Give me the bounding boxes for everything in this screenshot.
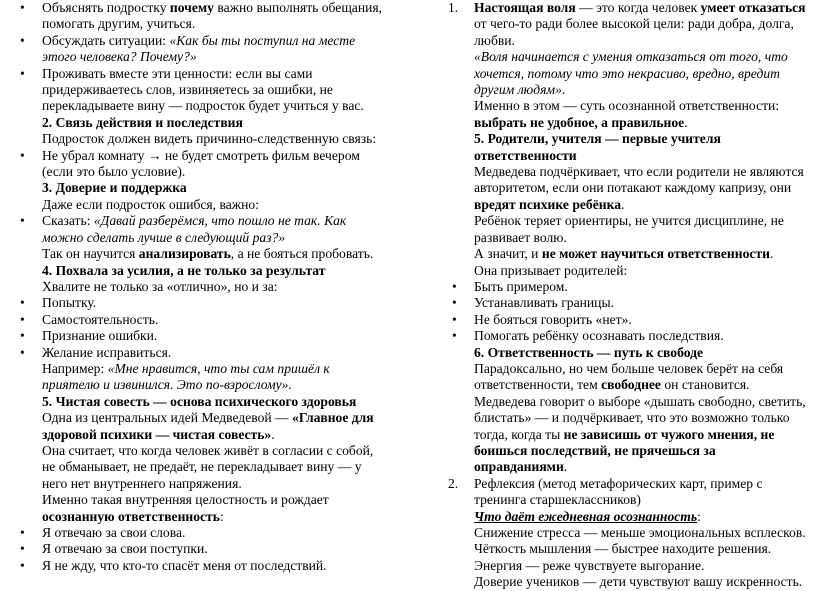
text-run: . [769, 246, 774, 262]
bullet-item [18, 525, 388, 541]
text-run: Помогать ребёнку осознавать последствия. [474, 328, 724, 344]
text-line [450, 509, 808, 525]
text-run: Даже если подросток ошибся, важно: [42, 196, 259, 212]
text-line [450, 361, 808, 394]
text-run: почему [169, 0, 214, 15]
text-run: «Давай разберёмся, что пошло не так. Как можно сделать лучше в следующий раз?» [42, 213, 347, 245]
bullet-item [18, 0, 388, 33]
text-run: . [563, 459, 568, 475]
text-run: Обсуждать ситуации: [42, 32, 170, 48]
text-run: Попытку. [42, 295, 97, 311]
text-run: Желание исправиться. [42, 344, 172, 360]
text-run: свободнее [601, 377, 661, 393]
text-run: : [219, 508, 224, 524]
text-line [450, 49, 808, 98]
text-line [450, 131, 808, 164]
bullet-item [450, 295, 808, 311]
text-run: важно выполнять обещания, помогать другим, учиться. [42, 0, 383, 32]
text-run: . [561, 82, 566, 98]
text-run: 3. Доверие и поддержка [42, 180, 187, 196]
text-run: осознанную ответственность [42, 508, 220, 524]
numbered-item [450, 476, 808, 509]
text-line [18, 394, 388, 410]
text-run: Быть примером. [474, 278, 568, 294]
text-line [450, 541, 808, 557]
text-run: Медведева говорит о выборе «дышать свободно, светить, блистать» — и подчёркивает, что это возможно только тогда, когда ты [474, 393, 806, 442]
text-run: 4. Похвала за усилия, а не только за результат [42, 262, 326, 278]
text-line [18, 443, 388, 492]
bullet-item [18, 213, 388, 246]
text-run: . [684, 114, 688, 130]
text-run: Энергия — реже чувствуете выгорание. [474, 557, 705, 573]
text-line [450, 394, 808, 476]
text-run: : [697, 508, 701, 524]
bullet-item [18, 295, 388, 311]
text-run: Она призывает родителей: [474, 262, 628, 278]
text-run: А значит, и [474, 246, 542, 262]
text-run: 2. Связь действия и последствия [42, 114, 243, 130]
text-run: Настоящая воля [474, 0, 576, 15]
text-line [18, 197, 388, 213]
text-run: Так он научится [42, 246, 139, 262]
text-run: Я отвечаю за свои слова. [42, 525, 186, 540]
text-line [450, 164, 808, 213]
text-run: Хвалите не только за «отлично», но и за: [42, 278, 278, 294]
right-column [450, 0, 808, 591]
bullet-item [18, 148, 388, 181]
text-run: выбрать не удобное, а правильное [474, 114, 685, 130]
text-run: не может научиться ответственности [541, 246, 770, 262]
text-run: Она считает, что когда человек живёт в согласии с собой, не обманывает, не предаёт, не перекладывает вину — у него нет внутреннего напряжения. [42, 442, 374, 491]
text-run: . [621, 196, 625, 212]
bullet-item [18, 558, 388, 574]
bullet-item [18, 541, 388, 557]
text-run: Парадоксально, но чем больше человек берёт на себя ответственности, тем [474, 360, 784, 393]
text-run: 5. Родители, учителя — первые учителя ответственности [474, 131, 721, 163]
text-run: Признание ошибки. [42, 328, 158, 344]
text-line [18, 361, 388, 394]
text-run: Чёткость мышления — быстрее находите решения. [474, 541, 772, 557]
text-run: Снижение стресса — меньше эмоциональных всплесков. [474, 525, 806, 540]
text-run: от чего-то ради более высокой цели: ради добра, долга, любви. [474, 16, 794, 48]
text-run: . [271, 426, 275, 442]
text-line [18, 263, 388, 279]
text-run: 5. Чистая совесть — основа психического здоровья [42, 393, 357, 409]
text-line [450, 574, 808, 590]
text-run: вредят психике ребёнка [474, 196, 621, 212]
text-run: Не убрал комнату → не будет смотреть фильм вечером (если это было условие). [42, 147, 360, 180]
text-run: он становится. [660, 377, 750, 393]
text-run: Доверие учеников — дети чувствуют вашу искренность. [474, 574, 803, 590]
text-run: не зависишь от чужого мнения, не боишься последствий, не прячешься за оправданиями [474, 426, 775, 475]
bullet-item [18, 345, 388, 361]
text-run: Не бояться говорить «нет». [474, 311, 632, 327]
text-line [450, 263, 808, 279]
text-run: Рефлексия (метод метафорических карт, пример с тренинга старшеклассников) [474, 475, 763, 508]
bullet-item [450, 328, 808, 344]
numbered-item [450, 0, 808, 49]
text-line [18, 115, 388, 131]
text-run: 6. Ответственность — путь к свободе [474, 344, 704, 360]
text-run: Я не жду, что кто-то спасёт меня от последствий. [42, 557, 327, 573]
text-run: анализировать [138, 246, 231, 262]
text-line [450, 213, 808, 246]
bullet-item [18, 33, 388, 66]
text-run: Я отвечаю за свои поступки. [42, 541, 208, 557]
text-run: «Мне нравится, что ты сам пришёл к приятелю и извинился. Это по-взрослому». [42, 360, 330, 393]
item-number: 2. [448, 475, 459, 491]
bullet-item [18, 312, 388, 328]
text-run: Например: [42, 360, 108, 376]
text-run: умеет отказаться [700, 0, 806, 15]
text-run: «Как бы ты поступил на месте этого человека? Почему?» [42, 32, 356, 65]
text-line [18, 180, 388, 196]
text-run: Проживать вместе эти ценности: если вы сами придерживаетесь слов, извиняетесь за ошибки, не перекладываете вину — подросток будет учиться у вас. [42, 65, 364, 114]
bullet-item [450, 312, 808, 328]
text-line [450, 558, 808, 574]
text-line [18, 246, 388, 262]
text-run: Одна из центральных идей Медведевой — [42, 410, 293, 426]
bullet-item [450, 279, 808, 295]
text-line [450, 345, 808, 361]
text-run: — это когда человек [575, 0, 701, 15]
text-run: Именно такая внутренняя целостность и рождает [42, 492, 329, 508]
text-line [18, 131, 388, 147]
text-line [18, 410, 388, 443]
text-run: Сказать: [42, 213, 94, 229]
left-column [18, 0, 388, 574]
text-run: «Воля начинается с умения отказаться от того, что хочется, потому что это некрасиво, вредно, вредит другим людям» [474, 49, 788, 98]
text-run: Медведева подчёркивает, что если родители не являются авторитетом, если они потакают каждому капризу, они [474, 164, 804, 196]
text-line [450, 98, 808, 131]
item-number: 1. [448, 0, 459, 15]
bullet-item [18, 328, 388, 344]
text-run: Именно в этом — суть осознанной ответственности: [474, 98, 780, 114]
text-run: Подросток должен видеть причинно-следственную связь: [42, 131, 377, 147]
text-run: Самостоятельность. [42, 311, 159, 327]
text-run: Устанавливать границы. [474, 295, 614, 311]
text-run: Ребёнок теряет ориентиры, не учится дисциплине, не развивает волю. [474, 213, 784, 245]
text-line [450, 246, 808, 262]
text-run: «Главное для здоровой психики — чистая совесть» [42, 410, 374, 442]
text-run: , а не бояться пробовать. [230, 246, 374, 262]
bullet-item [18, 66, 388, 115]
text-line [18, 492, 388, 525]
text-line [450, 525, 808, 541]
text-run: Что даёт ежедневная осознанность [474, 508, 698, 524]
text-line [18, 279, 388, 295]
text-run: Объяснять подростку [42, 0, 170, 15]
